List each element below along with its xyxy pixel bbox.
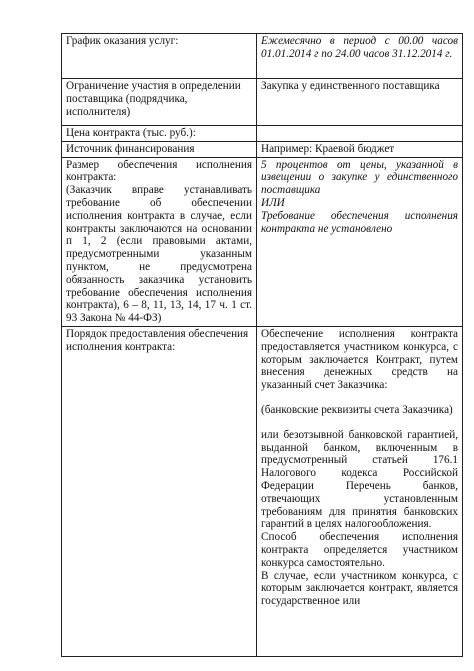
table-row <box>62 141 463 157</box>
row-value-funding: Например: Краевой бюджет <box>257 141 463 157</box>
procedure-paragraph-4: Способ обеспечения исполнения контракта определяется участником конкурса самостоятельно. <box>261 531 458 569</box>
row-value-security-procedure <box>257 326 463 656</box>
procedure-paragraph-1: Обеспечение исполнения контракта предоставляется участником конкурса, с которым заключается Контракт, путем внесения денежных средств на указанный счет Заказчика: <box>261 327 458 392</box>
security-size-note: (Заказчик вправе устанавливать требование об обеспечении исполнения контракта в случае, если контракты заключаются на основании п 1, 2 (если правовыми актами, предусмотренными указанным пунктом, не предусмотрена обязанность заказчика установить требование обеспечения исполнения контракта), 6 – 8, 11, 13, 14, 17 ч. 1 ст. 93 Закона № 44-ФЗ) <box>66 184 252 325</box>
procedure-paragraph-3: или безотзывной банковской гарантией, выданной банком, включенным в предусмотренный статьей 176.1 Налогового кодекса Российской Федерации Перечень банков, отвечающих установленным требованиям для принятия банковских гарантий в целях налогообложения. <box>261 428 458 531</box>
security-size-or: ИЛИ <box>261 196 285 209</box>
procedure-paragraph-2: (банковские реквизиты счета Заказчика) <box>261 403 453 416</box>
table-row <box>62 126 463 142</box>
security-size-option-2: Требование обеспечения исполнения контракта не установлено <box>261 209 458 235</box>
table-row <box>62 34 463 79</box>
table-row <box>62 157 463 326</box>
procedure-paragraph-5: В случае, если участником конкурса, с которым заключается контракт, является государственное или <box>261 569 458 608</box>
table-row <box>62 79 463 126</box>
security-size-title: Размер обеспечения исполнения контракта: <box>66 158 252 184</box>
table-row <box>62 326 463 656</box>
row-label-funding: Источник финансирования <box>62 141 257 157</box>
row-label-schedule: График оказания услуг: <box>62 34 257 79</box>
security-size-option-1: 5 процентов от цены, указанной в извещении о закупке у единственного поставщика <box>261 158 458 197</box>
row-label-security-size <box>62 157 257 326</box>
row-label-price: Цена контракта (тыс. руб.): <box>62 126 257 142</box>
contract-terms-table <box>61 33 463 657</box>
row-label-participation: Ограничение участия в определении поставщика (подрядчика, исполнителя) <box>62 79 257 126</box>
row-value-schedule: Ежемесячно в период с 00.00 часов 01.01.2014 г по 24.00 часов 31.12.2014 г. <box>257 34 463 79</box>
row-value-price <box>257 126 463 142</box>
row-value-participation: Закупка у единственного поставщика <box>257 79 463 126</box>
row-label-security-procedure: Порядок предоставления обеспечения исполнения контракта: <box>62 326 257 656</box>
row-value-security-size <box>257 157 463 326</box>
